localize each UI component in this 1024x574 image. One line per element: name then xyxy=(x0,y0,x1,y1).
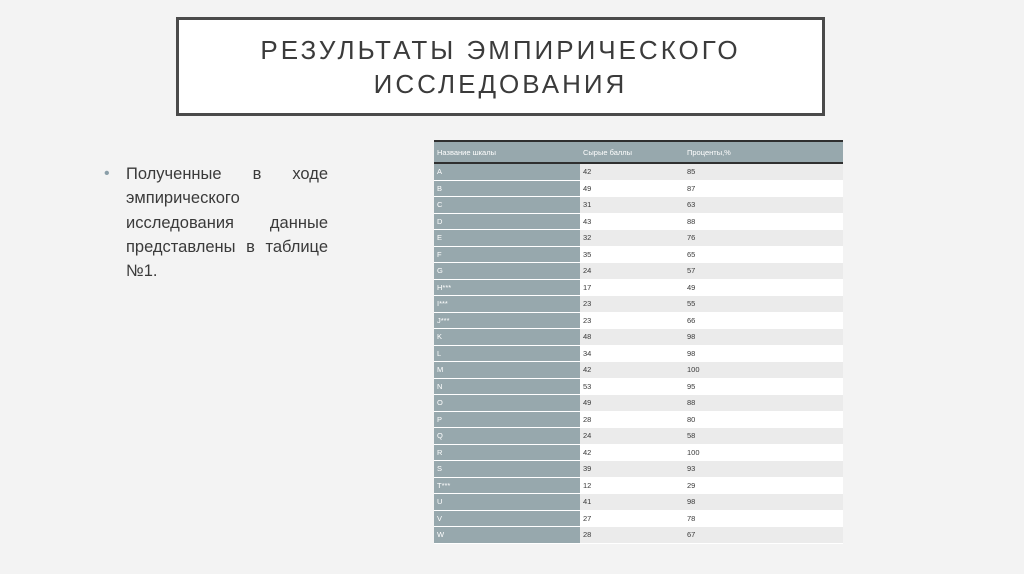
table-row xyxy=(434,197,843,214)
table-row xyxy=(434,246,843,263)
cell-raw-score: 12 xyxy=(580,477,684,494)
cell-scale-name: P xyxy=(434,411,580,428)
cell-scale-name: R xyxy=(434,444,580,461)
cell-raw-score: 42 xyxy=(580,163,684,180)
cell-percent: 98 xyxy=(684,494,843,511)
table-row xyxy=(434,362,843,379)
cell-raw-score: 42 xyxy=(580,444,684,461)
table-row xyxy=(434,428,843,445)
cell-raw-score: 43 xyxy=(580,213,684,230)
cell-raw-score: 28 xyxy=(580,527,684,544)
table-row xyxy=(434,411,843,428)
header-raw-scores: Сырые баллы xyxy=(580,141,684,163)
cell-scale-name: I*** xyxy=(434,296,580,313)
cell-raw-score: 49 xyxy=(580,180,684,197)
table-row xyxy=(434,263,843,280)
cell-raw-score: 53 xyxy=(580,378,684,395)
cell-scale-name: W xyxy=(434,527,580,544)
cell-raw-score: 23 xyxy=(580,312,684,329)
cell-raw-score: 23 xyxy=(580,296,684,313)
table-body xyxy=(434,163,843,543)
cell-raw-score: 27 xyxy=(580,510,684,527)
cell-percent: 80 xyxy=(684,411,843,428)
bullet-list xyxy=(104,162,328,283)
cell-scale-name: J*** xyxy=(434,312,580,329)
cell-raw-score: 28 xyxy=(580,411,684,428)
cell-raw-score: 48 xyxy=(580,329,684,346)
bullet-marker: • xyxy=(104,165,110,182)
cell-scale-name: O xyxy=(434,395,580,412)
table-row xyxy=(434,510,843,527)
table-row xyxy=(434,213,843,230)
table-row xyxy=(434,329,843,346)
table-header-row xyxy=(434,141,843,163)
table-row xyxy=(434,279,843,296)
cell-scale-name: G xyxy=(434,263,580,280)
cell-percent: 63 xyxy=(684,197,843,214)
cell-raw-score: 31 xyxy=(580,197,684,214)
cell-percent: 98 xyxy=(684,329,843,346)
cell-percent: 57 xyxy=(684,263,843,280)
cell-scale-name: K xyxy=(434,329,580,346)
table-row xyxy=(434,461,843,478)
title-line-1: РЕЗУЛЬТАТЫ ЭМПИРИЧЕСКОГО xyxy=(260,34,741,65)
cell-raw-score: 34 xyxy=(580,345,684,362)
cell-percent: 100 xyxy=(684,444,843,461)
cell-percent: 29 xyxy=(684,477,843,494)
table-row xyxy=(434,395,843,412)
cell-raw-score: 42 xyxy=(580,362,684,379)
cell-scale-name: D xyxy=(434,213,580,230)
cell-scale-name: S xyxy=(434,461,580,478)
cell-raw-score: 35 xyxy=(580,246,684,263)
results-table xyxy=(434,140,843,544)
table-row xyxy=(434,312,843,329)
cell-percent: 88 xyxy=(684,395,843,412)
cell-scale-name: F xyxy=(434,246,580,263)
cell-raw-score: 24 xyxy=(580,263,684,280)
cell-raw-score: 17 xyxy=(580,279,684,296)
header-scale-name: Название шкалы xyxy=(434,141,580,163)
cell-percent: 100 xyxy=(684,362,843,379)
cell-percent: 88 xyxy=(684,213,843,230)
table-row xyxy=(434,494,843,511)
cell-scale-name: M xyxy=(434,362,580,379)
table-row xyxy=(434,378,843,395)
bullet-text: Полученные в ходе эмпирического исследования данные представлены в таблице №1. xyxy=(126,165,328,281)
cell-percent: 55 xyxy=(684,296,843,313)
table-row xyxy=(434,180,843,197)
header-percent: Проценты,% xyxy=(684,141,843,163)
cell-scale-name: B xyxy=(434,180,580,197)
cell-scale-name: E xyxy=(434,230,580,247)
cell-scale-name: T*** xyxy=(434,477,580,494)
cell-percent: 93 xyxy=(684,461,843,478)
slide-title xyxy=(260,33,740,101)
title-box xyxy=(176,17,825,116)
table-row xyxy=(434,477,843,494)
cell-percent: 85 xyxy=(684,163,843,180)
table-row xyxy=(434,230,843,247)
table-row xyxy=(434,163,843,180)
cell-percent: 66 xyxy=(684,312,843,329)
table-row xyxy=(434,527,843,544)
cell-percent: 95 xyxy=(684,378,843,395)
cell-percent: 76 xyxy=(684,230,843,247)
cell-scale-name: U xyxy=(434,494,580,511)
cell-raw-score: 41 xyxy=(580,494,684,511)
cell-scale-name: Q xyxy=(434,428,580,445)
cell-scale-name: N xyxy=(434,378,580,395)
table-row xyxy=(434,296,843,313)
cell-raw-score: 39 xyxy=(580,461,684,478)
cell-raw-score: 49 xyxy=(580,395,684,412)
cell-percent: 67 xyxy=(684,527,843,544)
table-row xyxy=(434,345,843,362)
cell-percent: 78 xyxy=(684,510,843,527)
cell-scale-name: V xyxy=(434,510,580,527)
cell-scale-name: C xyxy=(434,197,580,214)
cell-raw-score: 32 xyxy=(580,230,684,247)
title-line-2: ИССЛЕДОВАНИЯ xyxy=(373,68,628,99)
cell-percent: 87 xyxy=(684,180,843,197)
cell-scale-name: A xyxy=(434,163,580,180)
cell-scale-name: L xyxy=(434,345,580,362)
cell-raw-score: 24 xyxy=(580,428,684,445)
cell-percent: 58 xyxy=(684,428,843,445)
cell-scale-name: H*** xyxy=(434,279,580,296)
cell-percent: 65 xyxy=(684,246,843,263)
table-row xyxy=(434,444,843,461)
cell-percent: 49 xyxy=(684,279,843,296)
cell-percent: 98 xyxy=(684,345,843,362)
